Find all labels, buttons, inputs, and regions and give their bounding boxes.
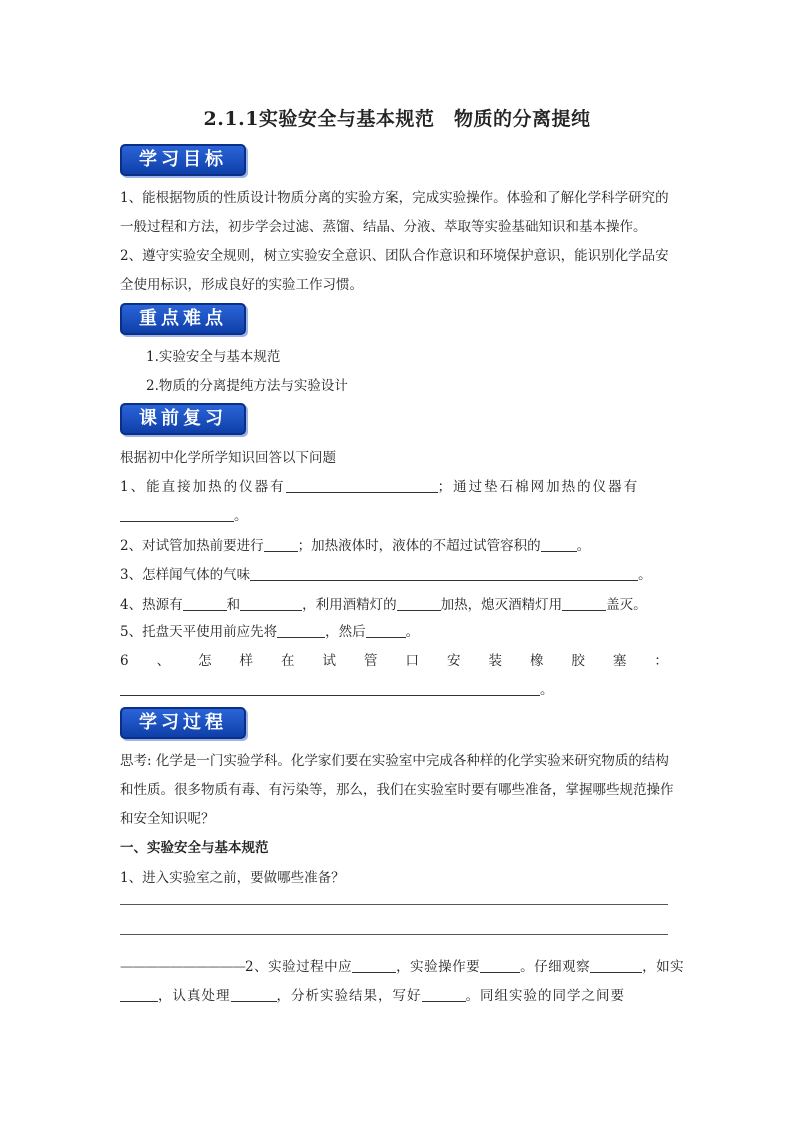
blank[interactable] xyxy=(120,680,540,696)
blank[interactable] xyxy=(366,622,406,638)
blank[interactable] xyxy=(562,595,606,611)
blank[interactable] xyxy=(183,595,227,611)
review-question-6: 6 、 怎 样 在 试 管 口 安 装 橡 胶 塞 ： xyxy=(120,653,668,669)
section-badge-review: 课前复习 xyxy=(120,403,246,435)
answer-line[interactable] xyxy=(120,904,668,905)
blank[interactable] xyxy=(352,957,396,973)
think-paragraph: 思考: 化学是一门实验学科。化学家们要在实验室中完成各种样的化学实验来研究物质的结构和性质。很多物质有毒、有污染等，那么，我们在实验室时要有哪些准备，掌握哪些规范操作和安全知识呢？ xyxy=(120,753,674,827)
blank[interactable] xyxy=(120,986,158,1002)
blank[interactable] xyxy=(422,986,466,1002)
blank[interactable] xyxy=(240,595,302,611)
process-question-2-cont: ，认真处理 ，分析实验结果，写好 。同组实验的同学之间要 xyxy=(120,986,676,1006)
review-intro: 根据初中化学所学知识回答以下问题 xyxy=(120,450,336,466)
blank[interactable] xyxy=(590,957,642,973)
goal-paragraph-1: 1、能根据物质的性质设计物质分离的实验方案，完成实验操作。体验和了解化学科学研究的一般过程和方法，初步学会过滤、蒸馏、结晶、分液、萃取等实验基础知识和基本操作。 xyxy=(120,190,669,235)
section-heading-safety: 一、实验安全与基本规范 xyxy=(120,840,269,856)
process-question-1: 1、进入实验室之前，要做哪些准备？ xyxy=(120,870,345,886)
review-question-6-cont: 。 xyxy=(120,680,676,700)
blank[interactable] xyxy=(277,622,325,638)
key-point-item-1: 1.实验安全与基本规范 xyxy=(146,349,281,365)
review-question-3: 3、怎样闻气体的气味 。 xyxy=(120,567,652,583)
key-point-item-2: 2.物质的分离提纯方法与实验设计 xyxy=(146,378,348,394)
blank[interactable] xyxy=(286,477,438,493)
process-question-2: ——————————2、实验过程中应 ，实验操作要 。仔细观察 ，如实 xyxy=(120,959,685,975)
blank[interactable] xyxy=(480,957,520,973)
review-question-1-cont: 。 xyxy=(120,506,676,526)
review-question-5: 5、托盘天平使用前应先将 ，然后 。 xyxy=(120,624,420,640)
answer-line[interactable] xyxy=(120,934,668,935)
blank[interactable] xyxy=(120,506,234,522)
goal-paragraph-2: 2、遵守实验安全规则，树立实验安全意识、团队合作意识和环境保护意识，能识别化学品安全使用标识，形成良好的实验工作习惯。 xyxy=(120,248,669,293)
section-badge-key-points: 重点难点 xyxy=(120,303,246,335)
blank[interactable] xyxy=(231,986,277,1002)
review-question-4: 4、热源有 和 ，利用酒精灯的 加热，熄灭酒精灯用 盖灭。 xyxy=(120,597,647,613)
section-badge-goals: 学习目标 xyxy=(120,144,246,176)
review-question-1: 1、能直接加热的仪器有 ；通过垫石棉网加热的仪器有 xyxy=(120,479,640,495)
blank[interactable] xyxy=(264,536,298,552)
review-question-2: 2、对试管加热前要进行 ；加热液体时，液体的不超过试管容积的 。 xyxy=(120,538,591,554)
page-title: 2.1.1实验安全与基本规范 物质的分离提纯 xyxy=(203,108,591,130)
blank[interactable] xyxy=(541,536,577,552)
blank[interactable] xyxy=(250,565,638,581)
blank[interactable] xyxy=(397,595,441,611)
section-badge-process: 学习过程 xyxy=(120,707,246,739)
